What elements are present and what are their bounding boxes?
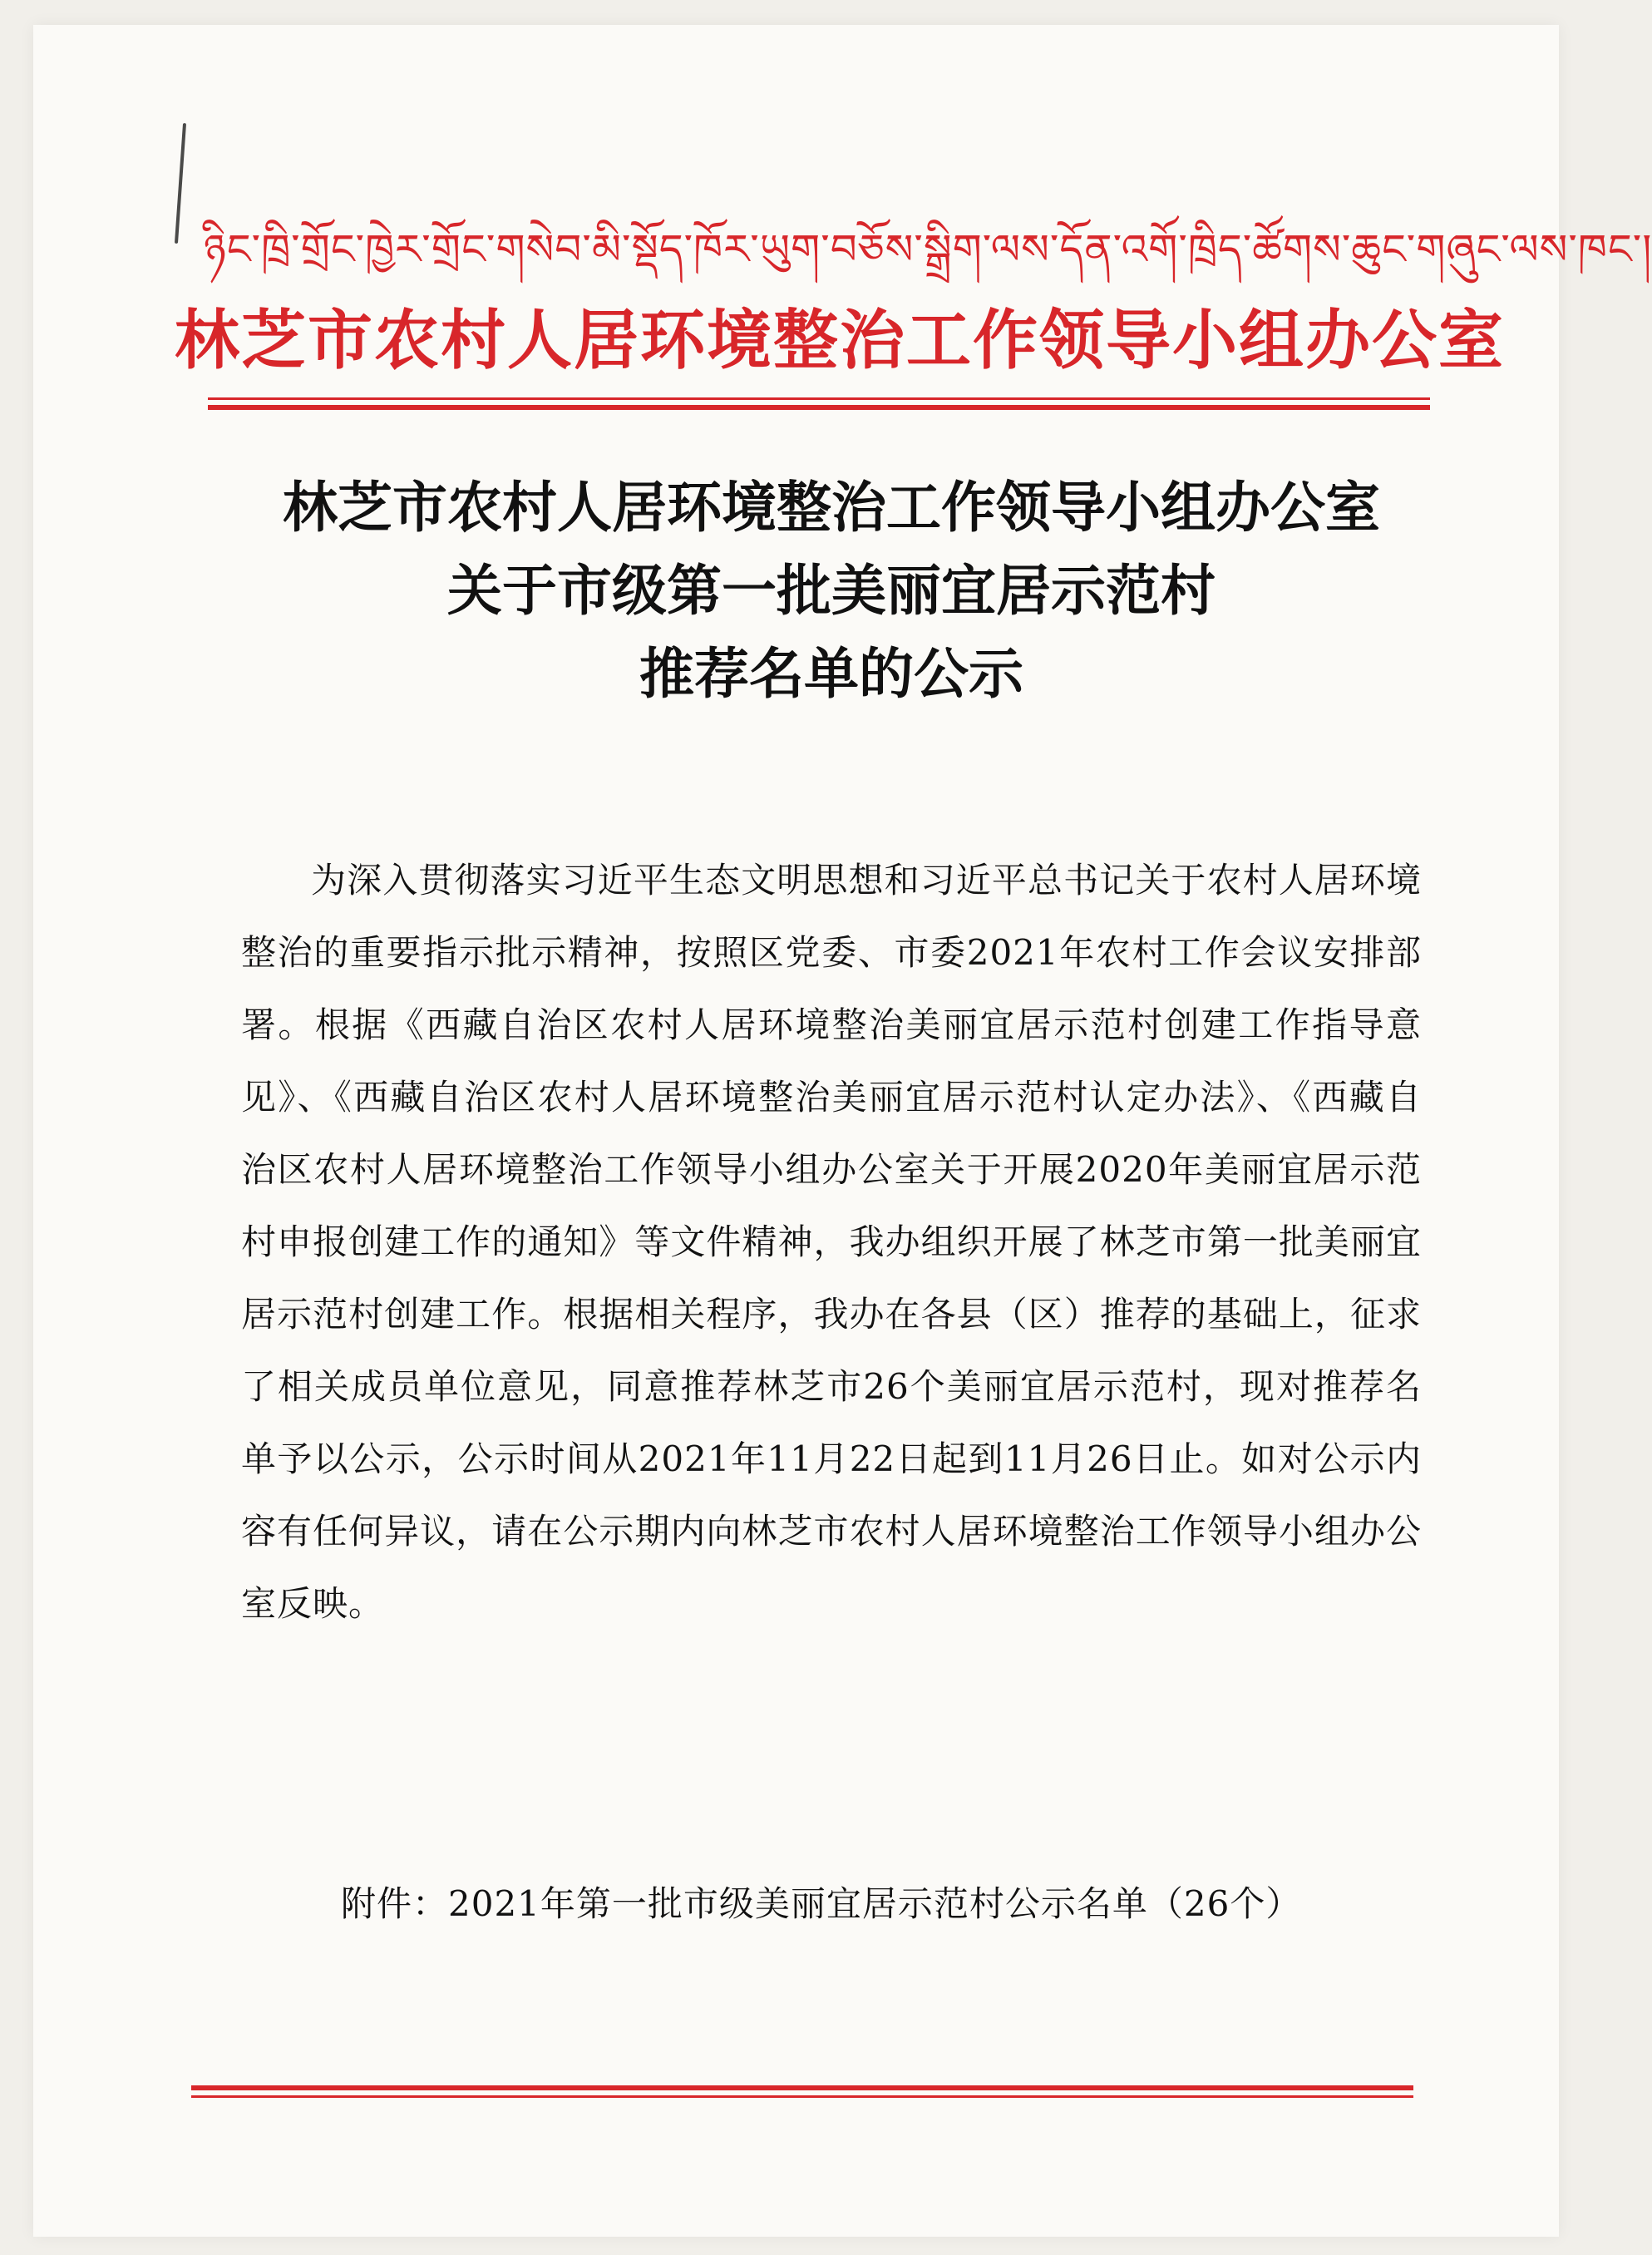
footer-divider-thick — [191, 2085, 1413, 2090]
pen-margin-mark — [175, 123, 186, 244]
title-line-3: 推荐名单的公示 — [639, 641, 1023, 706]
attachment-line: 附件：2021年第一批市级美丽宜居示范村公示名单（26个） — [341, 1883, 1302, 1924]
title-line-1: 林芝市农村人居环境整治工作领导小组办公室 — [283, 475, 1380, 540]
footer-divider-thin — [191, 2095, 1413, 2098]
document-title — [133, 466, 1530, 715]
header-tibetan-line: ཉིང་ཁྲི་གྲོང་ཁྱེར་གྲོང་གསེབ་མི་སྡོད་ཁོར་ཡུག་བཅོས་སྒྲིག་ལས་དོན་འགོ་ཁྲིད་ཚོགས་ཆུང་གཞུང་ལས་ཁང་། — [204, 225, 1652, 274]
body-paragraph: 为深入贯彻落实习近平生态文明思想和习近平总书记关于农村人居环境整治的重要指示批示精神，按照区党委、市委2021年农村工作会议安排部署。根据《西藏自治区农村人居环境整治美丽宜居示范村创建工作指导意见》、《西藏自治区农村人居环境整治美丽宜居示范村认定办法》、《西藏自治区农村人居环境整治工作领导小组办公室关于开展2020年美丽宜居示范村申报创建工作的通知》等文件精神，我办组织开展了林芝市第一批美丽宜居示范村创建工作。根据相关程序，我办在各县（区）推荐的基础上，征求了相关成员单位意见，同意推荐林芝市26个美丽宜居示范村，现对推荐名单予以公示，公示时间从2021年11月22日起到11月26日止。如对公示内容有任何异议，请在公示期内向林芝市农村人居环境整治工作领导小组办公室反映。 — [241, 860, 1422, 1624]
title-line-2: 关于市级第一批美丽宜居示范村 — [447, 558, 1216, 623]
header-office-name: 林芝市农村人居环境整治工作领导小组办公室 — [175, 303, 1506, 378]
header-divider-thick — [208, 405, 1430, 410]
header-divider-thin — [208, 397, 1430, 400]
document-page — [33, 25, 1652, 2237]
